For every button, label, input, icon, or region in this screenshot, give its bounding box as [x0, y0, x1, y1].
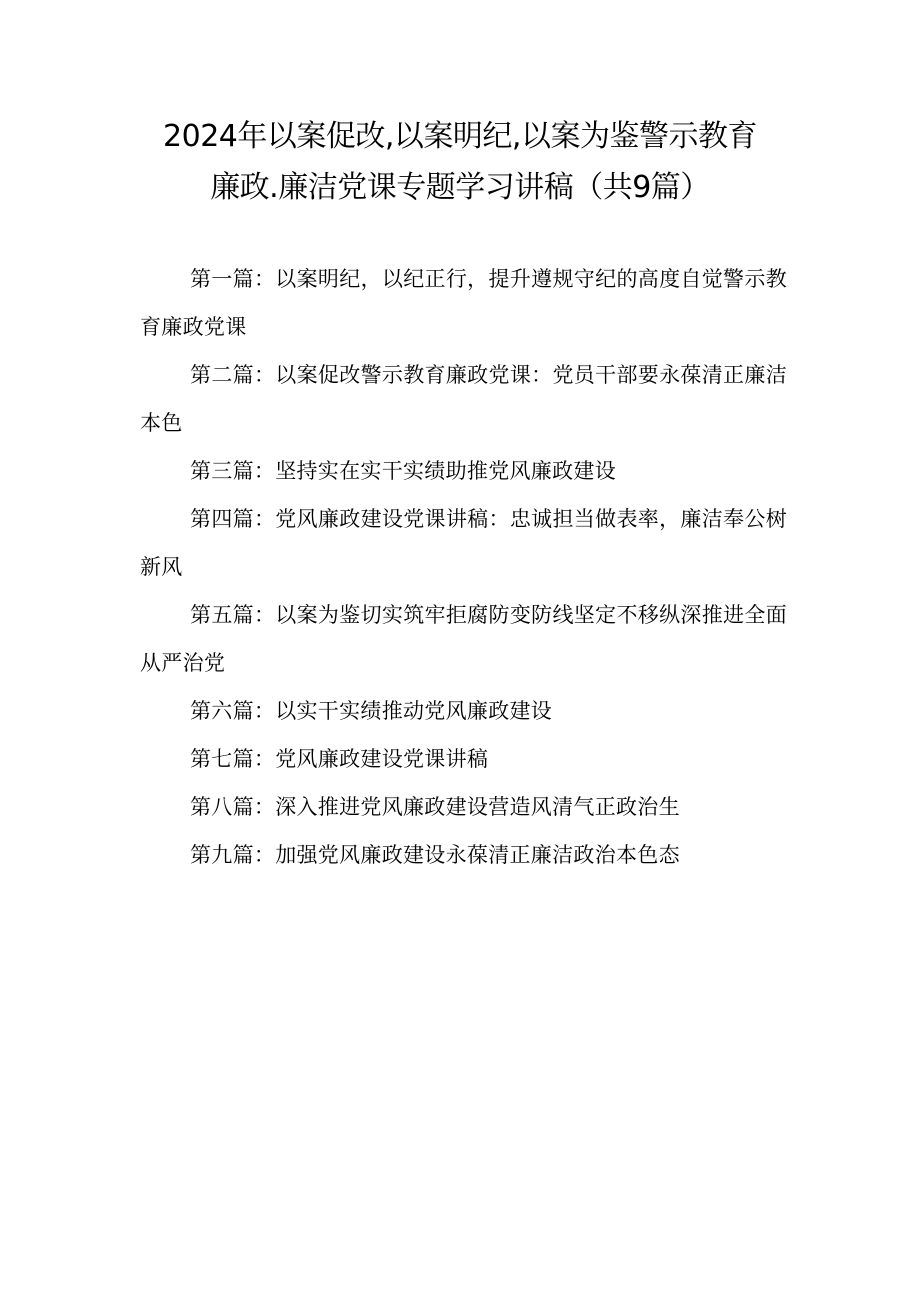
toc-item-9: 第九篇：加强党风廉政建设永葆清正廉洁政治本色态 [190, 843, 680, 867]
toc-item-8: 第八篇：深入推进党风廉政建设营造风清气正政治生 [190, 795, 680, 819]
toc-item-6: 第六篇：以实干实绩推动党风廉政建设 [190, 699, 553, 723]
toc-item-1: 第一篇：以案明纪，以纪正行，提升遵规守纪的高度自觉警示教育廉政党课 [140, 267, 787, 339]
document-title-line-1: 2024年以案促改,以案明纪,以案为鉴警示教育 [163, 119, 757, 154]
toc-item-3: 第三篇：坚持实在实干实绩助推党风廉政建设 [190, 459, 616, 483]
toc-item-5: 第五篇：以案为鉴切实筑牢拒腐防变防线坚定不移纵深推进全面从严治党 [140, 603, 787, 675]
toc-item-2: 第二篇：以案促改警示教育廉政党课：党员干部要永葆清正廉洁本色 [140, 363, 787, 435]
document-title-line-2: 廉政.廉洁党课专题学习讲稿（共9篇） [210, 170, 710, 205]
toc-item-4: 第四篇：党风廉政建设党课讲稿：忠诚担当做表率，廉洁奉公树新风 [140, 507, 787, 579]
table-of-contents [140, 255, 787, 879]
toc-item-7: 第七篇：党风廉政建设党课讲稿 [190, 747, 489, 771]
